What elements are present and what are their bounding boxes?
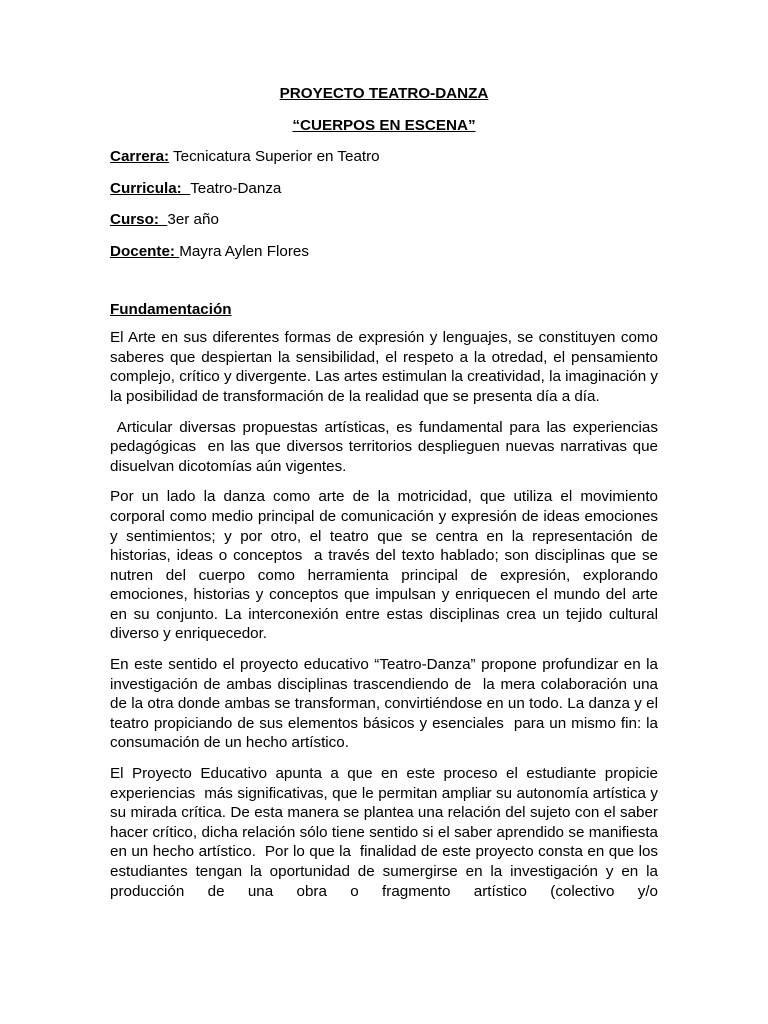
field-value-docente: Mayra Aylen Flores bbox=[179, 242, 309, 260]
paragraph: El Proyecto Educativo apunta a que en este proceso el estudiante propicie experiencias más significativas, que le permitan ampliar su autonomía artística y su mirada crítica. De esta manera se plantea una relación del sujeto con el saber hacer crítico, dicha relación sólo tiene sentido si el saber aprendido se manifiesta en un hecho artístico. Por lo que la finalidad de este proyecto consta en que los estudiantes tengan la oportunidad de sumergirse en la investigación y en la producción de una obra o fragmento artístico (colectivo y/o bbox=[110, 765, 663, 900]
field-label-docente: Docente: bbox=[110, 242, 180, 260]
document-subtitle: “CUERPOS EN ESCENA” bbox=[292, 116, 476, 134]
paragraph: Por un lado la danza como arte de la motricidad, que utiliza el movimiento corporal como medio principal de comunicación y expresión de ideas emociones y sentimientos; y por otro, el teatro que se centra en la representación de historias, ideas o conceptos a través del texto hablado; son disciplinas que se nutren del cuerpo como herramienta principal de expresión, explorando emociones, historias y conceptos que impulsan y enriquecen el mundo del arte en su conjunto. La interconexión entre estas disciplinas crea un tejido cultural diverso y enriquecedor. bbox=[110, 488, 663, 643]
section-heading-fundamentacion: Fundamentación bbox=[110, 300, 232, 318]
field-curricula bbox=[110, 179, 658, 199]
field-label-carrera: Carrera: bbox=[110, 148, 170, 166]
field-value-carrera: Tecnicatura Superior en Teatro bbox=[169, 148, 380, 166]
field-curso bbox=[110, 210, 658, 230]
paragraph: En este sentido el proyecto educativo “Teatro-Danza” propone profundizar en la investigación de ambas disciplinas trascendiendo de la mera colaboración una de la otra donde ambas se transforman, convirtiéndose en un todo. La danza y el teatro propiciando de sus elementos básicos y esenciales para un mismo fin: la consumación de un hecho artístico. bbox=[110, 656, 663, 752]
field-carrera bbox=[110, 147, 658, 167]
field-value-curso: 3er año bbox=[167, 211, 219, 229]
paragraph: Articular diversas propuestas artísticas, es fundamental para las experiencias pedagógicas en las que diversos territorios desplieguen nuevas narrativas que disuelvan dicotomías aún vigentes. bbox=[110, 418, 663, 475]
field-label-curricula: Curricula: bbox=[110, 179, 191, 197]
field-value-curricula: Teatro-Danza bbox=[190, 179, 282, 197]
paragraph: El Arte en sus diferentes formas de expresión y lenguajes, se constituyen como saberes que despiertan la sensibilidad, el respeto a la otredad, el pensamiento complejo, crítico y divergente. Las artes estimulan la creatividad, la imaginación y la posibilidad de transformación de la realidad que se presenta día a día. bbox=[110, 329, 663, 405]
document-title: PROYECTO TEATRO-DANZA bbox=[279, 85, 489, 102]
field-docente bbox=[110, 242, 658, 262]
field-label-curso: Curso: bbox=[110, 211, 168, 229]
document-page bbox=[110, 84, 663, 901]
